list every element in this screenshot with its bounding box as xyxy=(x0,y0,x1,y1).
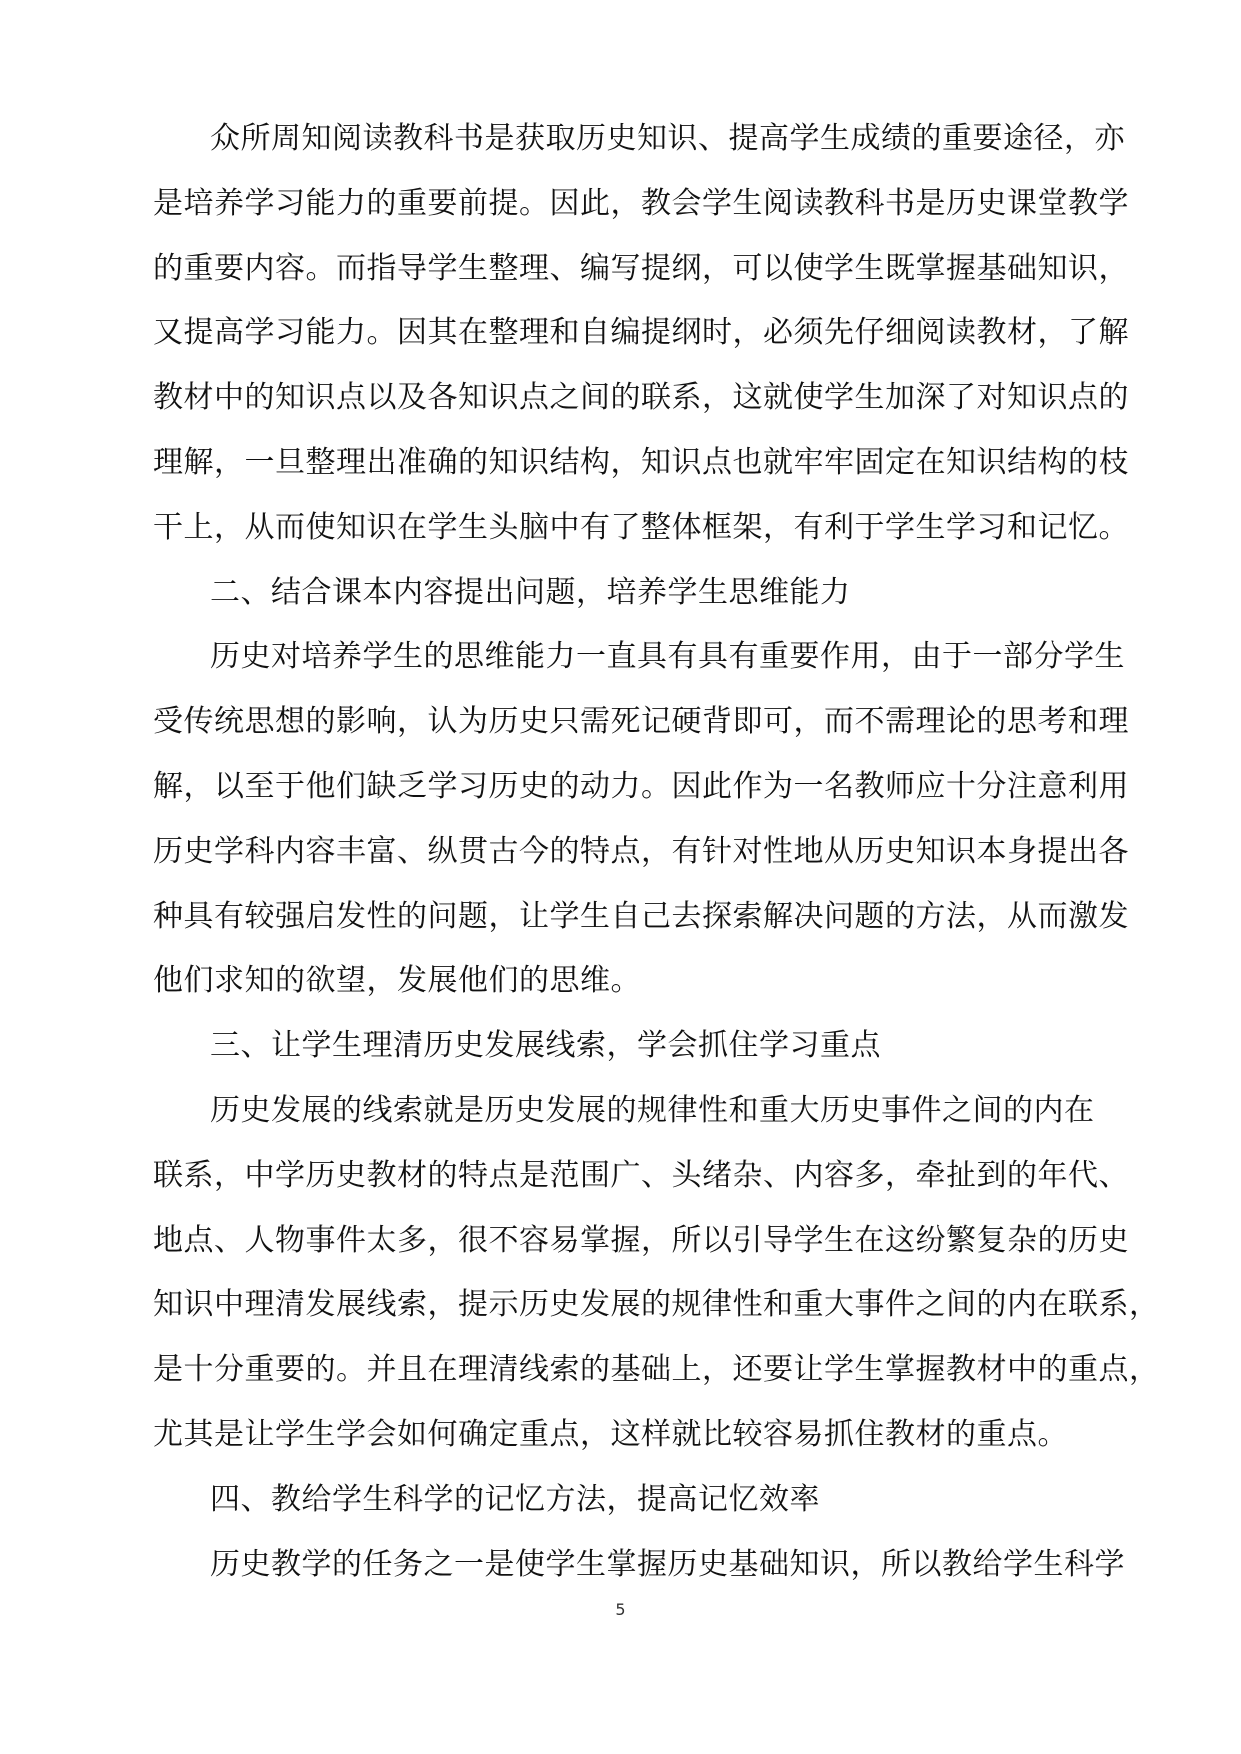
text-line: 历史教学的任务之一是使学生掌握历史基础知识，所以教给学生科学 xyxy=(210,1546,1125,1582)
text-line: 历史发展的线索就是历史发展的规律性和重大历史事件之间的内在 xyxy=(210,1092,1095,1128)
text-line: 干上，从而使知识在学生头脑中有了整体框架，有利于学生学习和记忆。 xyxy=(153,509,1129,545)
text-line: 地点、人物事件太多，很不容易掌握，所以引导学生在这纷繁复杂的历史 xyxy=(153,1222,1129,1258)
document-body xyxy=(153,121,1160,1614)
text-line: 教材中的知识点以及各知识点之间的联系，这就使学生加深了对知识点的 xyxy=(153,380,1129,416)
text-line: 解，以至于他们缺乏学习历史的动力。因此作为一名教师应十分注意利用 xyxy=(153,768,1129,804)
text-line: 理解，一旦整理出准确的知识结构，知识点也就牢牢固定在知识结构的枝 xyxy=(153,444,1129,480)
text-line: 二、结合课本内容提出问题，培养学生思维能力 xyxy=(210,574,851,610)
text-line: 受传统思想的影响，认为历史只需死记硬背即可，而不需理论的思考和理 xyxy=(153,704,1129,740)
text-line: 历史学科内容丰富、纵贯古今的特点，有针对性地从历史知识本身提出各 xyxy=(153,833,1129,869)
text-line: 是十分重要的。并且在理清线索的基础上，还要让学生掌握教材中的重点， xyxy=(153,1352,1160,1388)
text-line: 是培养学习能力的重要前提。因此，教会学生阅读教科书是历史课堂教学 xyxy=(153,185,1129,221)
text-line: 知识中理清发展线索，提示历史发展的规律性和重大事件之间的内在联系， xyxy=(153,1287,1160,1323)
text-line: 种具有较强启发性的问题，让学生自己去探索解决问题的方法，从而激发 xyxy=(153,898,1129,934)
text-line: 众所周知阅读教科书是获取历史知识、提高学生成绩的重要途径，亦 xyxy=(210,121,1125,156)
text-line: 三、让学生理清历史发展线索，学会抓住学习重点 xyxy=(210,1028,881,1064)
text-line: 历史对培养学生的思维能力一直具有具有重要作用，由于一部分学生 xyxy=(210,639,1125,675)
text-line: 联系，中学历史教材的特点是范围广、头绪杂、内容多，牵扯到的年代、 xyxy=(153,1157,1129,1193)
text-line: 的重要内容。而指导学生整理、编写提纲，可以使学生既掌握基础知识， xyxy=(153,250,1129,286)
text-line: 尤其是让学生学会如何确定重点，这样就比较容易抓住教材的重点。 xyxy=(153,1416,1068,1452)
text-line: 他们求知的欲望，发展他们的思维。 xyxy=(153,963,641,999)
text-line: 四、教给学生科学的记忆方法，提高记忆效率 xyxy=(210,1481,820,1517)
text-line: 又提高学习能力。因其在整理和自编提纲时，必须先仔细阅读教材，了解 xyxy=(153,315,1129,351)
page-number: 5 xyxy=(615,1600,626,1619)
